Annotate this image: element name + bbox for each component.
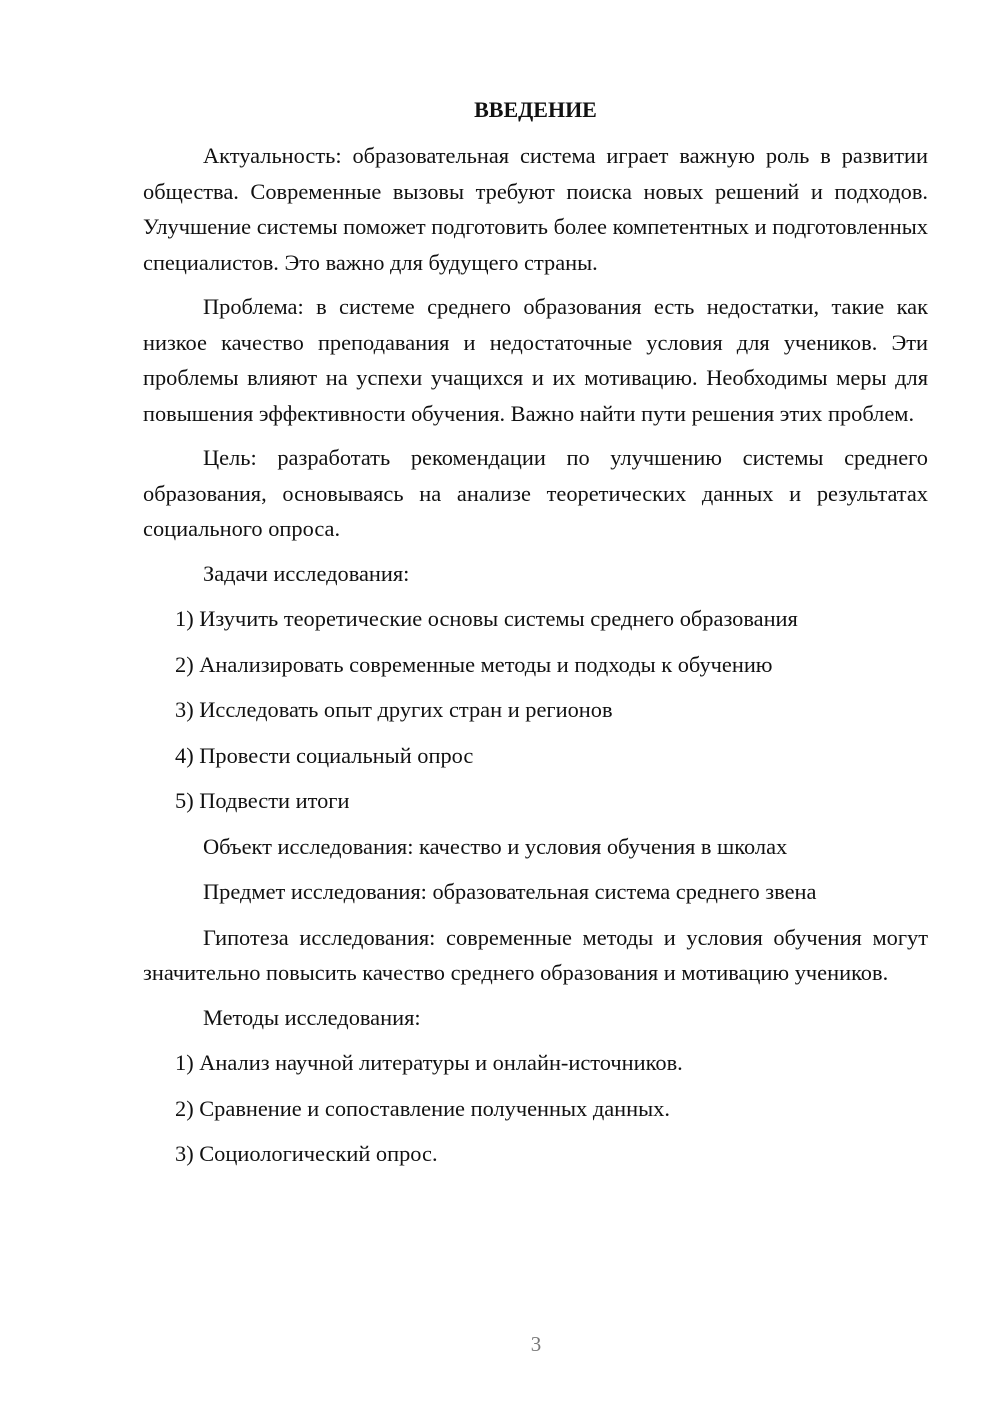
task-item: 2) Анализировать современные методы и подходы к обучению bbox=[175, 651, 773, 677]
page-number: 3 bbox=[530, 1332, 542, 1356]
tasks-heading: Задачи исследования: bbox=[203, 560, 410, 586]
method-item: 1) Анализ научной литературы и онлайн-источников. bbox=[175, 1050, 683, 1075]
methods-list bbox=[143, 1045, 928, 1182]
methods-heading: Методы исследования: bbox=[203, 1004, 421, 1030]
tasks-list bbox=[143, 601, 928, 829]
page-title: ВВЕДЕНИЕ bbox=[474, 97, 597, 122]
subject-line: Предмет исследования: образовательная система среднего звена bbox=[203, 879, 817, 904]
hypothesis-paragraph: Гипотеза исследования: современные методы и условия обучения могут значительно повысить качество среднего образования и мотивацию учеников. bbox=[143, 924, 928, 985]
method-item: 2) Сравнение и сопоставление полученных данных. bbox=[175, 1095, 670, 1121]
page-content bbox=[143, 95, 928, 1182]
task-item: 1) Изучить теоретические основы системы среднего образования bbox=[175, 606, 798, 631]
object-line: Объект исследования: качество и условия обучения в школах bbox=[203, 833, 788, 859]
method-item: 3) Социологический опрос. bbox=[175, 1141, 438, 1166]
task-item: 3) Исследовать опыт других стран и регионов bbox=[175, 697, 613, 722]
task-item: 5) Подвести итоги bbox=[175, 788, 350, 813]
relevance-paragraph: Актуальность: образовательная система играет важную роль в развитии общества. Современные вызовы требуют поиска новых решений и подходов. Улучшение системы поможет подготовить более компетентных и подготовленных специалистов. Это важно для будущего страны. bbox=[143, 143, 928, 275]
problem-paragraph: Проблема: в системе среднего образования есть недостатки, такие как низкое качество преподавания и недостаточные условия для учеников. Эти проблемы влияют на успехи учащихся и их мотивацию. Необходимы меры для повышения эффективности обучения. Важно найти пути решения этих проблем. bbox=[143, 294, 928, 426]
goal-paragraph: Цель: разработать рекомендации по улучшению системы среднего образования, основываясь на анализе теоретических данных и результатах социального опроса. bbox=[143, 445, 928, 541]
task-item: 4) Провести социальный опрос bbox=[175, 742, 474, 768]
